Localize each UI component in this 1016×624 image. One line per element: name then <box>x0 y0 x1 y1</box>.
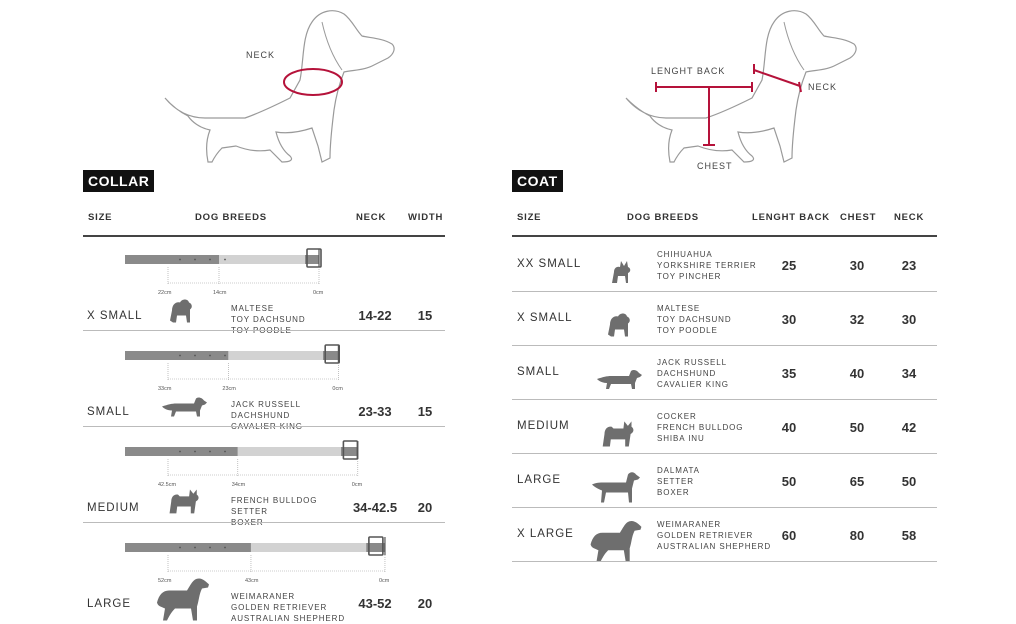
coat-length-back-value: 40 <box>781 420 797 435</box>
coat-breed-list <box>657 303 732 336</box>
breed-name: WEIMARANER <box>657 520 722 529</box>
collar-width-value: 20 <box>417 500 433 515</box>
coat-length-back-value: 35 <box>781 366 797 381</box>
collar-size-label: LARGE <box>87 598 131 610</box>
collar-strap-dark <box>125 351 228 360</box>
breed-name: BOXER <box>657 488 690 497</box>
coat-diagram-chest-label: CHEST <box>697 161 733 171</box>
collar-breed-list <box>231 303 306 336</box>
coat-chest-value: 65 <box>849 474 865 489</box>
collar-header-size: SIZE <box>88 212 113 223</box>
breed-name: TOY DACHSUND <box>231 315 306 324</box>
coat-row-divider <box>512 561 937 562</box>
collar-header-rule <box>83 235 445 237</box>
coat-size-label: X SMALL <box>517 312 573 324</box>
coat-breed-list <box>657 357 729 390</box>
collar-neck-value: 14-22 <box>358 308 392 323</box>
coat-diagram-length-back-label: LENGHT BACK <box>651 66 726 76</box>
coat-neck-value: 58 <box>901 528 917 543</box>
collar-dog-silhouette <box>160 396 208 418</box>
coat-measure-lines <box>656 64 801 145</box>
collar-dog-silhouette <box>155 576 211 622</box>
collar-breed-list <box>231 591 345 624</box>
coat-row-divider <box>512 291 937 292</box>
coat-size-label: SMALL <box>517 366 560 378</box>
collar-tick-label: 0cm <box>332 386 343 392</box>
coat-length-back-value: 50 <box>781 474 797 489</box>
coat-size-label: MEDIUM <box>517 420 570 432</box>
collar-header-breeds: DOG BREEDS <box>195 212 267 223</box>
collar-diagram-neck-label: NECK <box>246 50 276 60</box>
coat-breed-list <box>657 249 757 282</box>
coat-chest-value: 32 <box>849 312 865 327</box>
breed-name: CAVALIER KING <box>657 380 729 389</box>
breed-name: MALTESE <box>657 304 701 313</box>
collar-strap-dark <box>125 543 251 552</box>
breed-name: SHIBA INU <box>657 434 705 443</box>
coat-dog-silhouette <box>588 519 644 563</box>
coat-header-length-back: LENGHT BACK <box>752 212 830 223</box>
collar-neck-value: 34-42.5 <box>352 500 398 515</box>
collar-title-badge: COLLAR <box>83 170 154 192</box>
breed-name: AUSTRALIAN SHEPHERD <box>657 542 772 551</box>
coat-chest-value: 80 <box>849 528 865 543</box>
collar-size-label: SMALL <box>87 406 130 418</box>
coat-header-neck: NECK <box>894 212 925 223</box>
coat-title-badge: COAT <box>512 170 563 192</box>
breed-name: TOY POODLE <box>657 326 718 335</box>
breed-name: SETTER <box>231 507 268 516</box>
breed-name: TOY PINCHER <box>657 272 722 281</box>
collar-strap-dark <box>125 255 219 264</box>
breed-name: DALMATA <box>657 466 700 475</box>
coat-length-back-value: 30 <box>781 312 797 327</box>
collar-dog-silhouette <box>167 484 201 518</box>
collar-size-label: X SMALL <box>87 310 143 322</box>
collar-row-divider <box>83 522 445 523</box>
coat-neck-value: 23 <box>901 258 917 273</box>
collar-strap-light <box>219 255 305 264</box>
breed-name: GOLDEN RETRIEVER <box>657 531 754 540</box>
coat-size-label: X LARGE <box>517 528 574 540</box>
coat-row-divider <box>512 453 937 454</box>
collar-width-value: 20 <box>417 596 433 611</box>
coat-length-back-value: 25 <box>781 258 797 273</box>
breed-name: WEIMARANER <box>231 592 296 601</box>
breed-name: YORKSHIRE TERRIER <box>657 261 757 270</box>
collar-tick-label: 0cm <box>351 482 363 488</box>
coat-chest-value: 40 <box>849 366 865 381</box>
collar-tick-label: 23cm <box>222 386 236 392</box>
collar-row-divider <box>83 330 445 331</box>
breed-name: DACHSHUND <box>231 411 291 420</box>
coat-chest-value: 30 <box>849 258 865 273</box>
collar-tick-label: 14cm <box>213 290 227 296</box>
breed-name: TOY DACHSUND <box>657 315 732 324</box>
collar-breed-list <box>231 495 317 528</box>
coat-row-divider <box>512 507 937 508</box>
coat-breed-list <box>657 411 743 444</box>
coat-dog-silhouette <box>600 417 636 450</box>
collar-tick-label: 0cm <box>313 290 324 296</box>
coat-header-breeds: DOG BREEDS <box>627 212 699 223</box>
collar-strap-light <box>228 351 323 360</box>
collar-strap-illustration <box>120 245 420 295</box>
collar-tick-label: 42.5cm <box>158 482 177 488</box>
coat-row-divider <box>512 345 937 346</box>
collar-strap-light <box>251 543 366 552</box>
coat-breed-list <box>657 519 771 552</box>
collar-tick-label: 52cm <box>158 578 172 584</box>
coat-neck-value: 50 <box>901 474 917 489</box>
coat-dog-silhouette <box>606 311 632 339</box>
breed-name: SETTER <box>657 477 694 486</box>
collar-header-neck: NECK <box>356 212 387 223</box>
coat-header-chest: CHEST <box>840 212 877 223</box>
coat-dog-silhouette <box>590 470 642 504</box>
collar-strap-dark <box>125 447 238 456</box>
collar-tick-label: 0cm <box>378 578 390 584</box>
breed-name: MALTESE <box>231 304 275 313</box>
collar-strap-illustration <box>120 437 420 487</box>
coat-neck-value: 42 <box>901 420 917 435</box>
breed-name: CHIHUAHUA <box>657 250 713 259</box>
coat-length-back-value: 60 <box>781 528 797 543</box>
collar-width-value: 15 <box>417 308 433 323</box>
coat-size-label: XX SMALL <box>517 258 582 270</box>
collar-tick-label: 22cm <box>158 290 172 296</box>
collar-neck-value: 43-52 <box>358 596 392 611</box>
breed-name: FRENCH BULLDOG <box>231 496 318 505</box>
coat-header-size: SIZE <box>517 212 542 223</box>
collar-dog-silhouette <box>168 298 194 324</box>
coat-breed-list <box>657 465 700 498</box>
coat-neck-value: 34 <box>901 366 917 381</box>
collar-width-value: 15 <box>417 404 433 419</box>
collar-breed-list <box>231 399 303 432</box>
collar-neck-value: 23-33 <box>358 404 392 419</box>
breed-name: FRENCH BULLDOG <box>657 423 744 432</box>
collar-tick-label: 34cm <box>231 482 246 488</box>
collar-size-label: MEDIUM <box>87 502 140 514</box>
breed-name: AUSTRALIAN SHEPHERD <box>231 614 346 623</box>
breed-name: COCKER <box>657 412 697 421</box>
breed-name: DACHSHUND <box>657 369 717 378</box>
collar-strap-light <box>238 447 341 456</box>
coat-diagram-neck-label: NECK <box>808 82 838 92</box>
coat-chest-value: 50 <box>849 420 865 435</box>
collar-tick-label: 43cm <box>244 578 259 584</box>
coat-dog-silhouette <box>609 259 633 284</box>
collar-strap-illustration <box>120 341 420 391</box>
coat-neck-value: 30 <box>901 312 917 327</box>
coat-dog-silhouette <box>595 369 643 390</box>
coat-size-label: LARGE <box>517 474 561 486</box>
collar-tick-label: 33cm <box>158 386 172 392</box>
breed-name: JACK RUSSELL <box>657 358 727 367</box>
breed-name: JACK RUSSELL <box>231 400 301 409</box>
collar-header-width: WIDTH <box>408 212 444 223</box>
collar-row-divider <box>83 426 445 427</box>
breed-name: GOLDEN RETRIEVER <box>231 603 328 612</box>
coat-row-divider <box>512 399 937 400</box>
coat-header-rule <box>512 235 937 237</box>
